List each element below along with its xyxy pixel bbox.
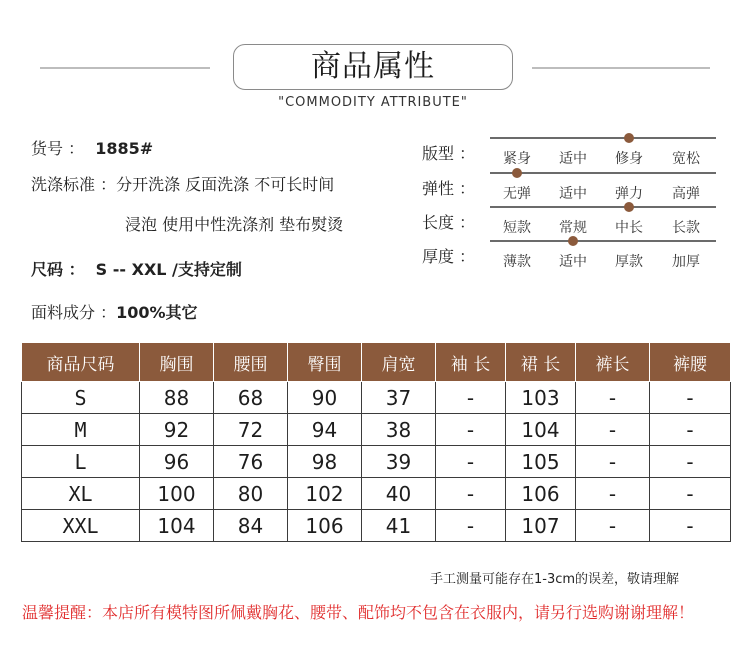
table-cell: - <box>436 382 506 414</box>
table-cell: 41 <box>362 510 436 542</box>
size-cell: L <box>22 446 140 478</box>
table-cell: - <box>576 478 650 510</box>
table-header-cell: 胸围 <box>140 343 214 382</box>
size-range-row <box>31 257 242 280</box>
table-header-cell: 裙 长 <box>506 343 576 382</box>
page-subtitle: "COMMODITY ATTRIBUTE" <box>278 95 468 110</box>
table-cell: 76 <box>214 446 288 478</box>
table-row <box>22 510 731 542</box>
table-cell: - <box>436 446 506 478</box>
measurement-note: 手工测量可能存在1-3cm的误差，敬请理解 <box>430 572 680 587</box>
table-cell: 90 <box>288 382 362 414</box>
table-cell: - <box>576 382 650 414</box>
size-cell: XL <box>22 478 140 510</box>
table-cell: 92 <box>140 414 214 446</box>
attribute-label: 厚度 ： <box>422 247 476 266</box>
fabric-value: 100%其它 <box>116 303 198 322</box>
attribute-option: 弹力 <box>615 186 643 202</box>
header-rule-right <box>532 67 710 69</box>
attribute-option: 加厚 <box>672 254 700 270</box>
size-range-label: 尺码 ： <box>31 260 85 279</box>
warning-text: 温馨提醒：本店所有模特图所佩戴胸花、腰带、配饰均不包含在衣服内，请另行选购谢谢理解！ <box>22 603 695 622</box>
attribute-option: 短款 <box>503 220 531 236</box>
attribute-label: 版型 ： <box>422 144 476 163</box>
size-cell: M <box>22 414 140 446</box>
table-cell: - <box>436 510 506 542</box>
table-cell: - <box>576 510 650 542</box>
table-cell: 38 <box>362 414 436 446</box>
wash-label: 洗涤标准 ： <box>31 175 117 194</box>
attribute-option: 修身 <box>615 151 643 167</box>
attribute-option: 紧身 <box>503 151 531 167</box>
table-cell: - <box>650 382 731 414</box>
table-cell: 40 <box>362 478 436 510</box>
table-header-cell: 腰围 <box>214 343 288 382</box>
table-cell: 98 <box>288 446 362 478</box>
attribute-option: 无弹 <box>503 186 531 202</box>
table-cell: - <box>650 414 731 446</box>
attribute-option: 厚款 <box>615 254 643 270</box>
table-header-row <box>22 343 731 382</box>
item-number-label: 货号 ： <box>31 139 85 158</box>
page-title: 商品属性 <box>311 49 435 84</box>
table-cell: 96 <box>140 446 214 478</box>
table-header-cell: 袖 长 <box>436 343 506 382</box>
table-cell: 100 <box>140 478 214 510</box>
attribute-selected-marker <box>624 133 634 143</box>
table-header-cell: 裤长 <box>576 343 650 382</box>
attribute-scale-line <box>490 206 716 208</box>
table-row <box>22 446 731 478</box>
table-cell: 104 <box>506 414 576 446</box>
attribute-scale-line <box>490 137 716 139</box>
header-rule-left <box>40 67 210 69</box>
table-cell: - <box>436 414 506 446</box>
table-cell: 94 <box>288 414 362 446</box>
item-number-row <box>31 136 153 159</box>
table-cell: 105 <box>506 446 576 478</box>
attribute-option: 常规 <box>559 220 587 236</box>
table-cell: 106 <box>288 510 362 542</box>
size-cell: XXL <box>22 510 140 542</box>
table-cell: 72 <box>214 414 288 446</box>
table-row <box>22 382 731 414</box>
table-cell: 107 <box>506 510 576 542</box>
attribute-scale-line <box>490 240 716 242</box>
table-cell: - <box>650 446 731 478</box>
size-table <box>21 342 731 542</box>
table-cell: 84 <box>214 510 288 542</box>
table-header-cell: 裤腰 <box>650 343 731 382</box>
attribute-option: 高弹 <box>672 186 700 202</box>
attribute-selected-marker <box>624 202 634 212</box>
attribute-option: 适中 <box>559 254 587 270</box>
table-cell: - <box>576 414 650 446</box>
size-cell: S <box>22 382 140 414</box>
table-header-cell: 商品尺码 <box>22 343 140 382</box>
attribute-option: 长款 <box>672 220 700 236</box>
fabric-label: 面料成分 ： <box>31 303 117 322</box>
table-cell: 106 <box>506 478 576 510</box>
attribute-label: 长度 ： <box>422 213 476 232</box>
table-header-cell: 臀围 <box>288 343 362 382</box>
table-cell: 102 <box>288 478 362 510</box>
item-number-value: 1885# <box>95 139 154 158</box>
attribute-scale-line <box>490 172 716 174</box>
fabric-row <box>31 300 198 323</box>
attribute-selected-marker <box>512 168 522 178</box>
wash-row <box>31 172 334 195</box>
table-cell: 37 <box>362 382 436 414</box>
attribute-option: 宽松 <box>672 151 700 167</box>
attribute-label: 弹性 ： <box>422 179 476 198</box>
attribute-option: 薄款 <box>503 254 531 270</box>
table-row <box>22 414 731 446</box>
table-cell: 39 <box>362 446 436 478</box>
table-cell: - <box>576 446 650 478</box>
wash-line-1: 分开洗涤 反面洗涤 不可长时间 <box>116 175 335 194</box>
table-cell: - <box>650 510 731 542</box>
table-cell: - <box>436 478 506 510</box>
table-cell: - <box>650 478 731 510</box>
table-cell: 68 <box>214 382 288 414</box>
table-cell: 103 <box>506 382 576 414</box>
table-cell: 88 <box>140 382 214 414</box>
attribute-option: 适中 <box>559 186 587 202</box>
size-range-value: S -- XXL /支持定制 <box>95 260 242 279</box>
table-header-cell: 肩宽 <box>362 343 436 382</box>
table-cell: 104 <box>140 510 214 542</box>
table-row <box>22 478 731 510</box>
table-cell: 80 <box>214 478 288 510</box>
attribute-option: 中长 <box>615 220 643 236</box>
attribute-option: 适中 <box>559 151 587 167</box>
wash-line-2: 浸泡 使用中性洗涤剂 垫布熨烫 <box>125 215 344 234</box>
attribute-selected-marker <box>568 236 578 246</box>
